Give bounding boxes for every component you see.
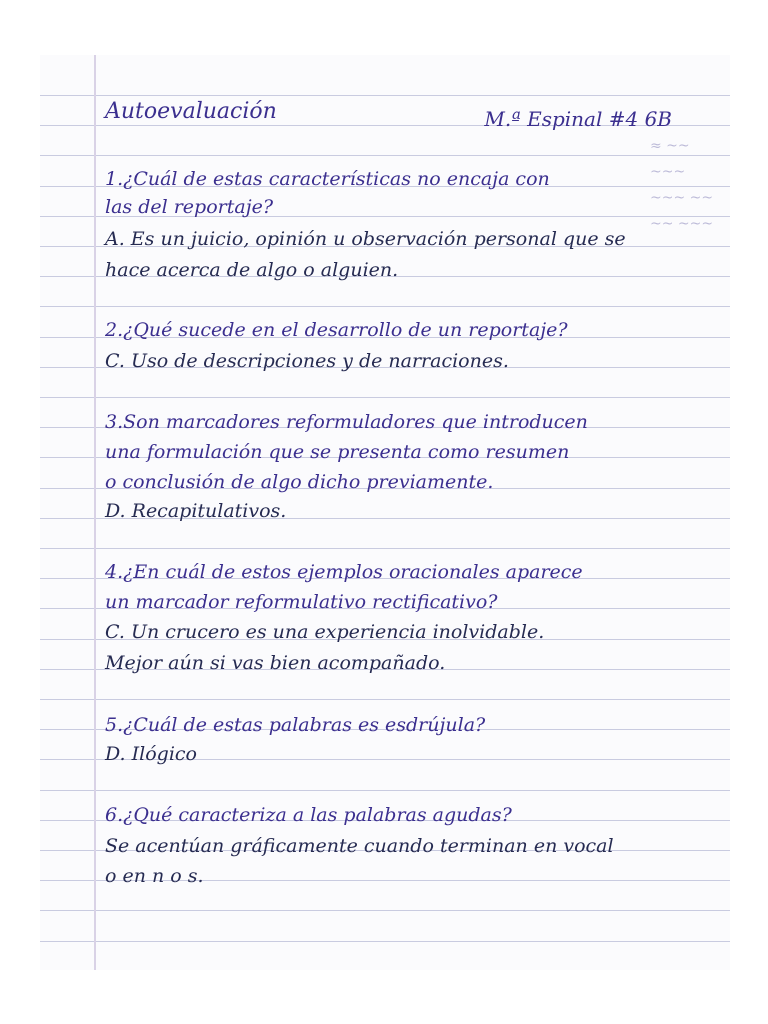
answer-3-line-1: D. Recapitulativos.: [105, 500, 287, 522]
ruled-line: [40, 548, 730, 549]
question-4-line-1: 4.¿En cuál de estos ejemplos oracionales aparece: [105, 561, 583, 583]
ruled-line: [40, 941, 730, 942]
ruled-line: [40, 306, 730, 307]
answer-5-line-1: D. Ilógico: [105, 743, 197, 765]
question-3-line-2: una formulación que se presenta como resumen: [105, 441, 570, 463]
notebook-page: [40, 55, 730, 970]
answer-4-line-1: C. Un crucero es una experiencia inolvidable.: [105, 621, 545, 643]
question-1-line-2: las del reportaje?: [105, 196, 274, 218]
ruled-line: [40, 699, 730, 700]
question-2-line-1: 2.¿Qué sucede en el desarrollo de un reportaje?: [105, 319, 568, 341]
answer-6-line-1: Se acentúan gráficamente cuando terminan en vocal: [105, 835, 614, 857]
question-5-line-1: 5.¿Cuál de estas palabras es esdrújula?: [105, 714, 486, 736]
question-3-line-1: 3.Son marcadores reformuladores que introducen: [105, 411, 588, 433]
question-3-line-3: o conclusión de algo dicho previamente.: [105, 471, 494, 493]
ruled-line: [40, 397, 730, 398]
ruled-line: [40, 155, 730, 156]
question-4-line-2: un marcador reformulativo rectificativo?: [105, 591, 498, 613]
ruled-line: [40, 95, 730, 96]
question-6-line-1: 6.¿Qué caracteriza a las palabras agudas?: [105, 804, 512, 826]
answer-2-line-1: C. Uso de descripciones y de narraciones.: [105, 350, 509, 372]
answer-6-line-2: o en n o s.: [105, 865, 204, 887]
ruled-line: [40, 910, 730, 911]
author-label: M.ª Espinal #4 6B: [484, 107, 672, 131]
margin-line: [94, 55, 96, 970]
ruled-line: [40, 790, 730, 791]
answer-1-line-1: A. Es un juicio, opinión u observación personal que se: [105, 228, 626, 250]
page-title: Autoevaluación: [105, 99, 277, 124]
answer-4-line-2: Mejor aún si vas bien acompañado.: [105, 652, 446, 674]
bleed-through-text: ≈ ~~ ~~~ ~~~ ~~ ~~ ~~~: [650, 138, 714, 232]
answer-1-line-2: hace acerca de algo o alguien.: [105, 259, 399, 281]
question-1-line-1: 1.¿Cuál de estas características no encaja con: [105, 168, 550, 190]
